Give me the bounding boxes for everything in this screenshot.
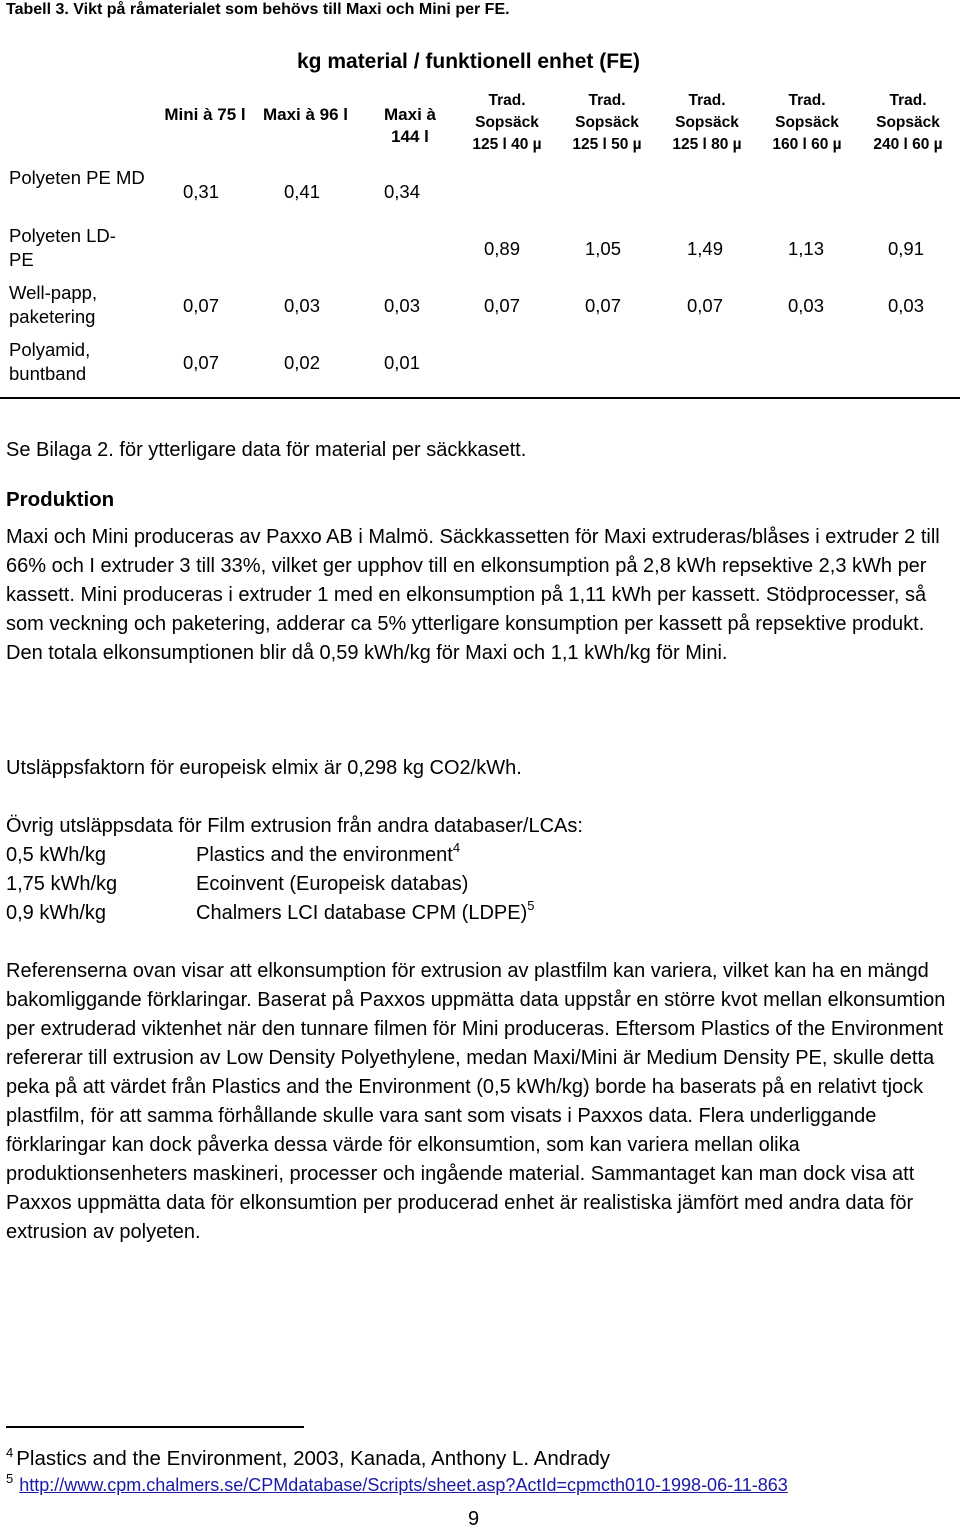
column-header: Maxi à 96 l [262, 105, 349, 124]
table-cell: 0,34 [384, 181, 421, 202]
table-cell: 0,03 [284, 295, 321, 316]
footnote [6, 1466, 788, 1498]
other-data-source [196, 899, 534, 928]
table-cell: 0,89 [484, 238, 521, 259]
table-cell: 0,03 [384, 295, 421, 316]
column-header: Trad. Sopsäck 125 l 80 µ [672, 92, 742, 153]
section-heading: Produktion [6, 488, 115, 511]
table-cell: 0,07 [183, 352, 220, 373]
column-header: Trad. Sopsäck 240 l 60 µ [873, 92, 943, 153]
footnote-text: Plastics and the Environment, 2003, Kanada, Anthony L. Andrady [16, 1447, 610, 1470]
emission-factor: Utsläppsfaktorn för europeisk elmix är 0,298 kg CO2/kWh. [6, 757, 522, 779]
table-caption: Tabell 3. Vikt på råmaterialet som behövs till Maxi och Mini per FE. [6, 1, 510, 18]
table-cell: 0,91 [888, 238, 925, 259]
other-data-source-text: Plastics and the environment [196, 844, 453, 866]
appendix-note: Se Bilaga 2. för ytterligare data för material per säckkasett. [6, 439, 527, 461]
footnote-ref: 4 [452, 840, 461, 855]
other-data-value: 1,75 kWh/kg [6, 873, 118, 895]
table-cell: 1,05 [585, 238, 622, 259]
footnote-separator [6, 1426, 304, 1428]
table-cell: 1,13 [788, 238, 825, 259]
column-header: Trad. Sopsäck 160 l 60 µ [772, 92, 842, 153]
table-cell: 0,03 [788, 295, 825, 316]
row-header: Polyamid, buntband [9, 339, 91, 384]
production-paragraph [6, 523, 956, 668]
table-cell: 0,07 [687, 295, 724, 316]
discussion-paragraph-text: Referenserna ovan visar att elkonsumption för extrusion av plastfilm kan variera, vilket kan ha en mängd bakomliggande förklaringar. Baserat på Paxxos uppmätta data uppstår en större kvot mellan elkonsumtion per extruderad viktenhet när den tunnare filmen för Mini produceras. Eftersom Plastics of the Environment refererar till extrusion av Low Density Polyethylene, medan Maxi/Mini är Medium Density PE, skulle detta peka på att värdet från Plastics and the Environment (0,5 kWh/kg) borde ha baserats på en relativt tjock plastfilm, för att samma förhållande skulle vara sant som visats i Paxxos data. Flera underliggande förklaringar kan dock påverka dessa värde för elkonsumtion, som kan variera mellan olika produktionsenheters maskineri, processer och ingående material. Sammantaget kan man dock visa att Paxxos uppmätta data för elkonsumtion per producerad enhet är realistiska jämfört med andra data för extrusion av polyeten. [6, 960, 946, 1243]
column-header: Mini à 75 l [164, 105, 246, 124]
table-bottom-rule [0, 397, 960, 399]
page-number: 9 [468, 1508, 480, 1530]
table-cell: 0,03 [888, 295, 925, 316]
table-cell: 0,07 [183, 295, 220, 316]
other-data-value: 0,9 kWh/kg [6, 902, 107, 924]
table-cell: 0,31 [183, 181, 220, 202]
table-cell: 0,07 [585, 295, 622, 316]
column-header: Maxi à 144 l [384, 105, 436, 146]
table-cell: 1,49 [687, 238, 724, 259]
production-paragraph-text: Maxi och Mini produceras av Paxxo AB i Malmö. Säckkassetten för Maxi extruderas/blåses i extruder 2 till 66% och I extruder 3 till 33%, vilket ger upphov till en elkonsumption på 2,8 kWh repsektive 2,3 kWh per kassett. Mini produceras i extruder 1 med en elkonsumption på 1,11 kWh per kassett. Stödprocesser, så som veckning och paketering, adderar ca 5% ytterligare konsumption per kassett på repsektive produkt. Den totala elkonsumptionen blir då 0,59 kWh/kg för Maxi och 1,1 kWh/kg för Mini. [6, 526, 940, 664]
other-data-source [196, 870, 468, 899]
row-header: Polyeten PE MD [9, 167, 145, 188]
footnote-number: 4 [6, 1445, 14, 1460]
row-header: Polyeten LD-PE [9, 225, 116, 270]
table-cell: 0,07 [484, 295, 521, 316]
column-header: Trad. Sopsäck 125 l 40 µ [472, 92, 542, 153]
table-cell: 0,41 [284, 181, 321, 202]
other-data-heading: Övrig utsläppsdata för Film extrusion från andra databaser/LCAs: [6, 815, 583, 837]
table-title: kg material / funktionell enhet (FE) [297, 50, 641, 73]
other-data-source [196, 841, 460, 870]
footnote-link[interactable]: http://www.cpm.chalmers.se/CPMdatabase/Scripts/sheet.asp?ActId=cpmcth010-1998-06-11-863 [19, 1475, 788, 1495]
column-header: Trad. Sopsäck 125 l 50 µ [572, 92, 642, 153]
footnote-number: 5 [6, 1471, 14, 1486]
table-cell: 0,02 [284, 352, 321, 373]
footnote-ref: 5 [527, 898, 535, 913]
other-data-source-text: Ecoinvent (Europeisk databas) [196, 873, 469, 895]
other-data-value: 0,5 kWh/kg [6, 844, 107, 866]
discussion-paragraph [6, 957, 956, 1247]
table-cell: 0,01 [384, 352, 421, 373]
other-data-source-text: Chalmers LCI database CPM (LDPE) [196, 902, 528, 924]
row-header: Well-papp, paketering [9, 282, 98, 327]
